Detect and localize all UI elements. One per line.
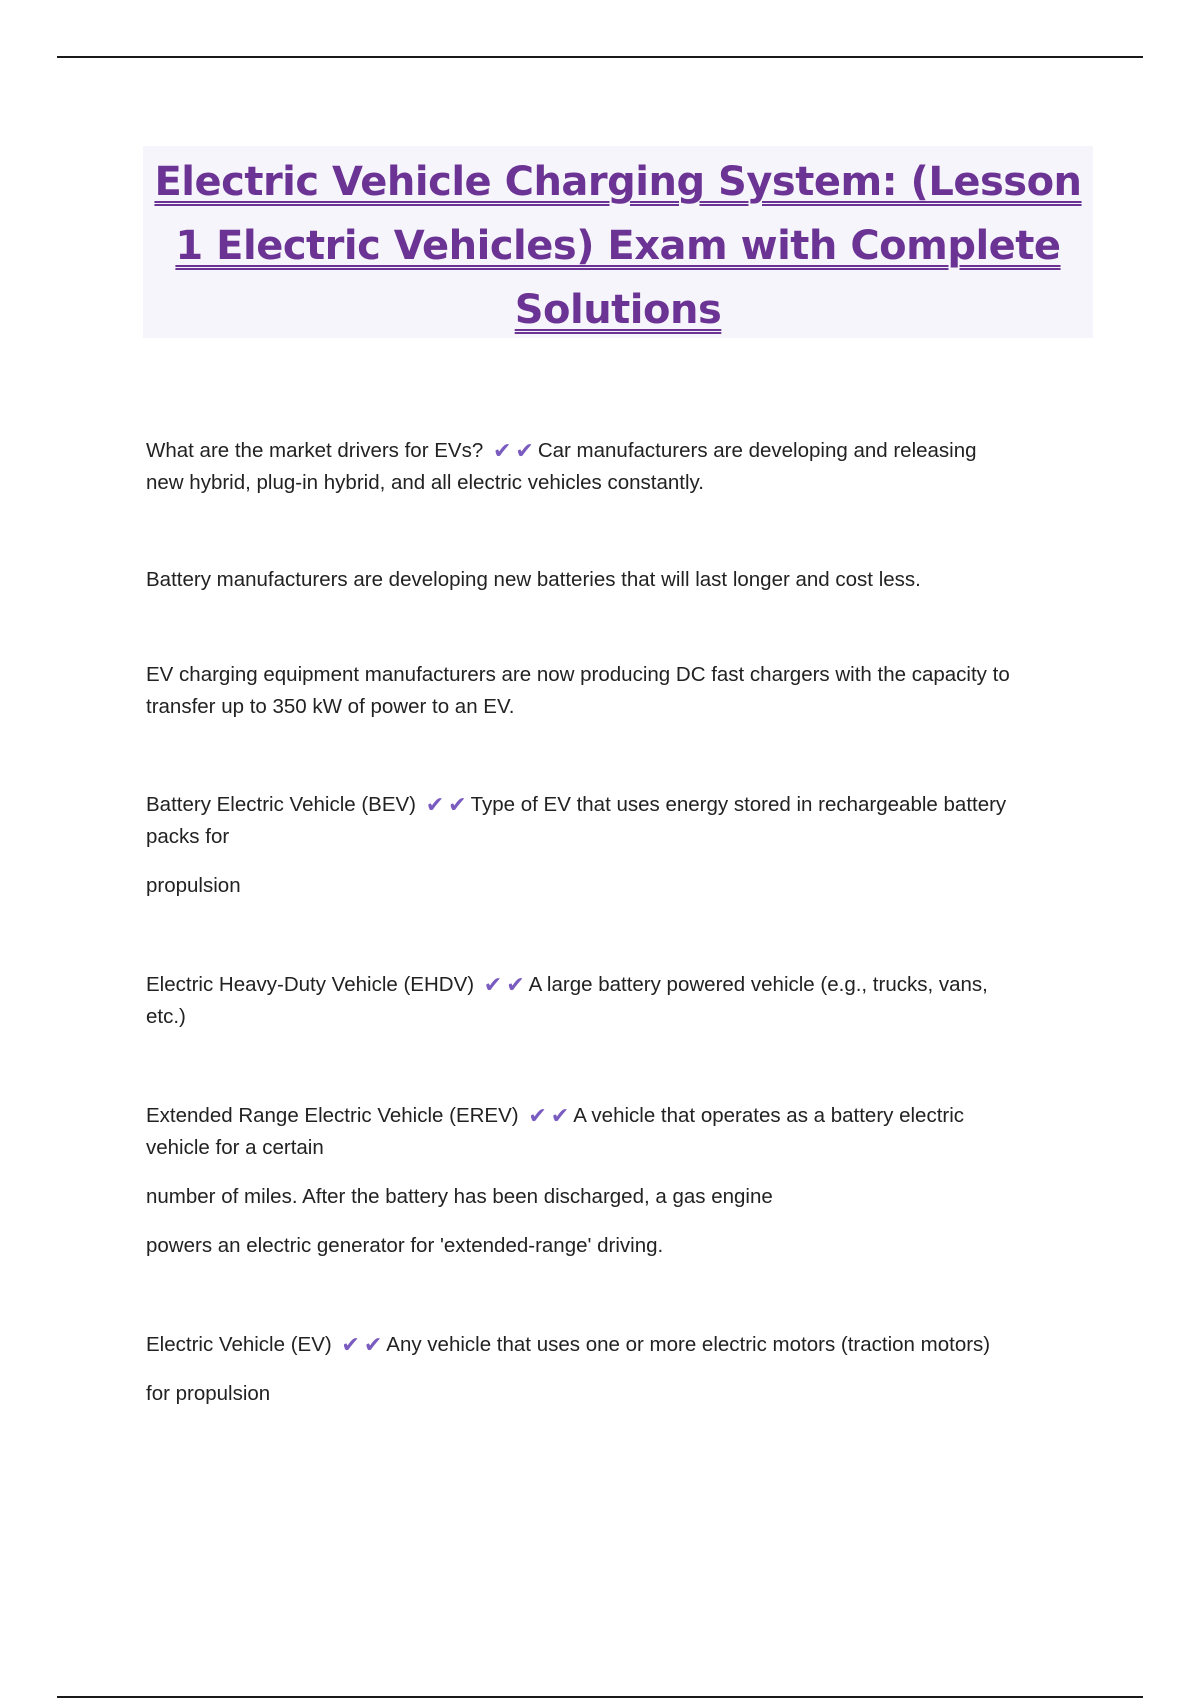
check-icon: ✔ xyxy=(363,1333,383,1358)
qa-line xyxy=(146,969,1086,1002)
answer-continuation: new hybrid, plug-in hybrid, and all electric vehicles constantly. xyxy=(146,471,704,494)
term-text: Extended Range Electric Vehicle (EREV) xyxy=(146,1104,519,1127)
question-text: What are the market drivers for EVs? xyxy=(146,439,484,462)
check-icon: ✔ xyxy=(483,973,503,998)
title-banner xyxy=(143,146,1093,338)
qa-line xyxy=(146,789,1086,822)
bottom-rule xyxy=(57,1696,1143,1698)
qa-line xyxy=(146,435,1086,468)
term-text: Battery Electric Vehicle (BEV) xyxy=(146,793,417,816)
answer-continuation: packs for xyxy=(146,825,230,848)
answer-continuation: vehicle for a certain xyxy=(146,1136,324,1159)
answer-paragraph: Battery manufacturers are developing new batteries that will last longer and cost less. xyxy=(146,568,921,591)
answer-text: Car manufacturers are developing and releasing xyxy=(537,439,977,462)
check-icon: ✔ xyxy=(528,1104,547,1129)
check-icon: ✔ xyxy=(515,439,534,464)
definition-text: Type of EV that uses energy stored in rechargeable battery xyxy=(470,793,1007,816)
term-text: Electric Heavy-Duty Vehicle (EHDV) xyxy=(146,973,475,996)
answer-continuation: transfer up to 350 kW of power to an EV. xyxy=(146,695,515,718)
check-icon: ✔ xyxy=(492,439,512,464)
check-icon: ✔ xyxy=(506,973,525,998)
document-title: Electric Vehicle Charging System: (Lesson 1 Electric Vehicles) Exam with Complete Solutions xyxy=(154,159,1082,333)
answer-continuation: etc.) xyxy=(146,1005,186,1028)
answer-continuation: for propulsion xyxy=(146,1382,271,1405)
check-icon: ✔ xyxy=(448,793,467,818)
qa-line xyxy=(146,1329,1086,1362)
qa-line xyxy=(146,1100,1086,1133)
term-text: Electric Vehicle (EV) xyxy=(146,1333,332,1356)
answer-continuation: powers an electric generator for 'extended-range' driving. xyxy=(146,1234,664,1257)
definition-text: A large battery powered vehicle (e.g., trucks, vans, xyxy=(528,973,988,996)
answer-paragraph: EV charging equipment manufacturers are now producing DC fast chargers with the capacity to xyxy=(146,663,1010,686)
top-rule xyxy=(57,56,1143,58)
check-icon: ✔ xyxy=(550,1104,570,1129)
check-icon: ✔ xyxy=(341,1333,360,1358)
check-icon: ✔ xyxy=(425,793,445,818)
answer-continuation: propulsion xyxy=(146,874,241,897)
definition-text: Any vehicle that uses one or more electric motors (traction motors) xyxy=(386,1333,991,1356)
answer-continuation: number of miles. After the battery has been discharged, a gas engine xyxy=(146,1185,773,1208)
definition-text: A vehicle that operates as a battery electric xyxy=(573,1104,965,1127)
